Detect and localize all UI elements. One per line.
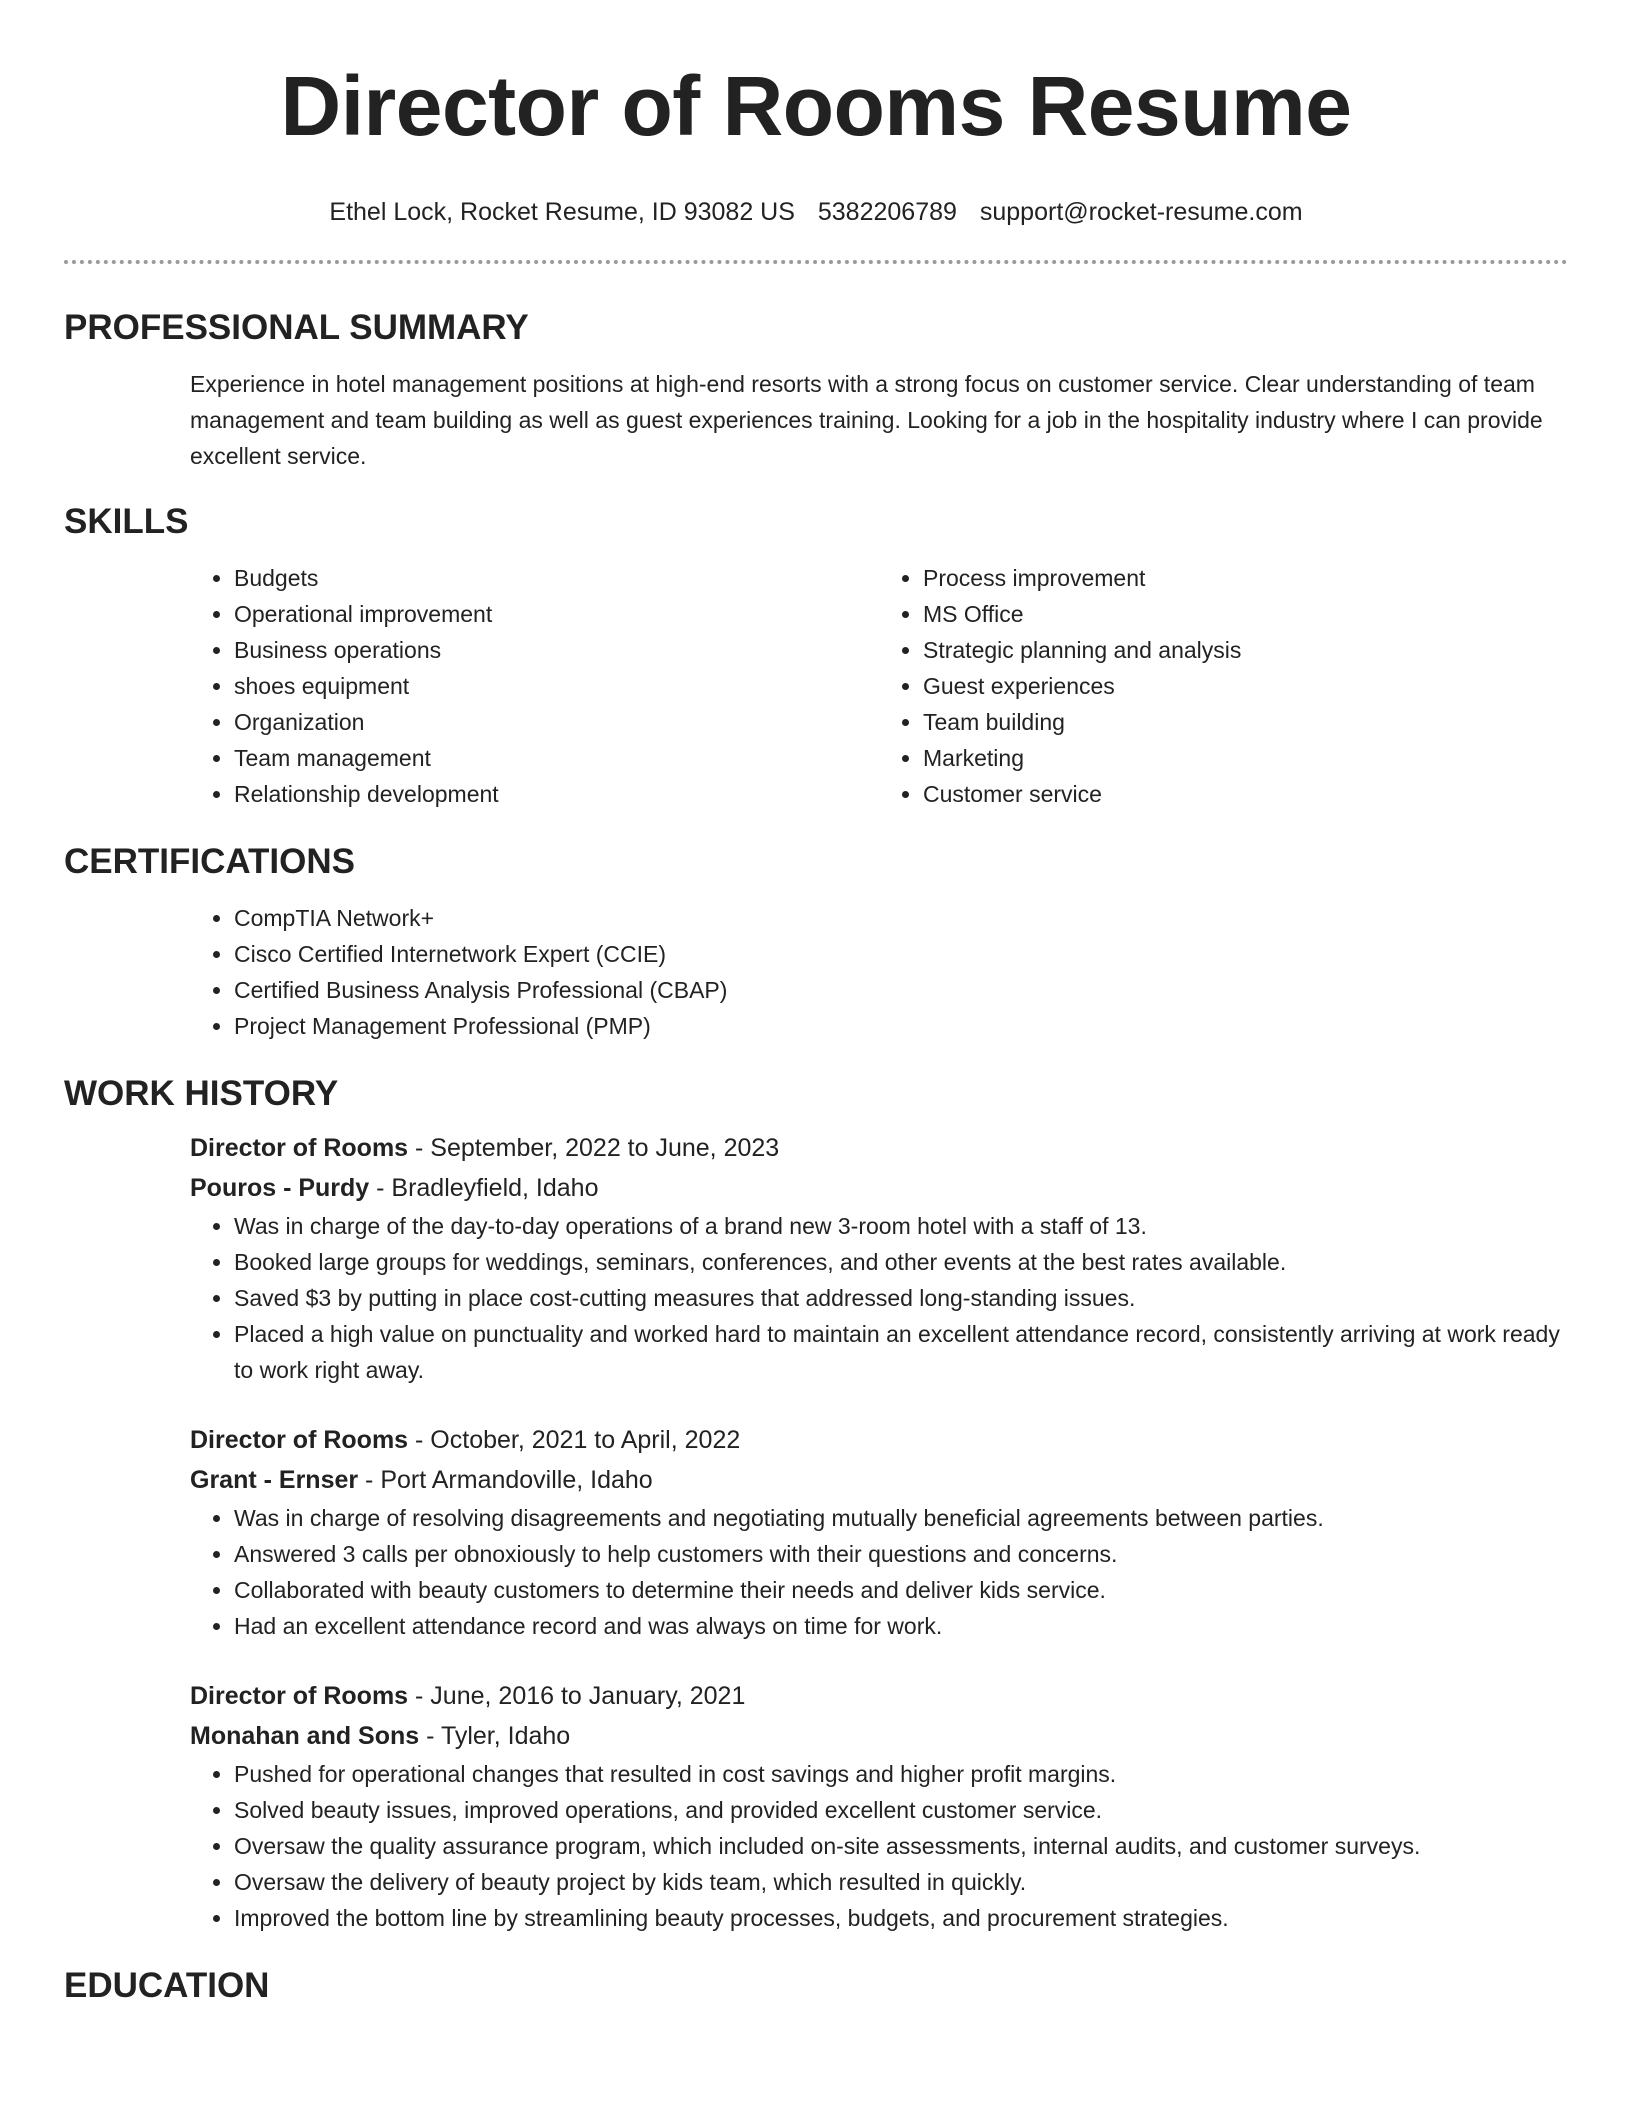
section-heading-education: EDUCATION [64, 1966, 270, 2005]
education-section [64, 1964, 1568, 2008]
contact-address: Ethel Lock, Rocket Resume, ID 93082 US [329, 198, 795, 226]
list-item: • Budgets [234, 560, 879, 596]
summary-section [64, 306, 1568, 474]
job-company: Grant - Ernser [190, 1466, 359, 1494]
job-company-line [190, 1168, 1568, 1208]
skills-body [64, 560, 1568, 812]
list-item: • Solved beauty issues, improved operations, and provided excellent customer service. [234, 1792, 1568, 1828]
job-title-line [190, 1128, 1568, 1168]
summary-body [64, 366, 1568, 474]
list-item: • shoes equipment [234, 668, 879, 704]
job-company-line [190, 1460, 1568, 1500]
skills-list-right [879, 560, 1568, 812]
job-title-line [190, 1420, 1568, 1460]
list-item: • Marketing [923, 740, 1568, 776]
job-entry [64, 1420, 1568, 1644]
job-company: Monahan and Sons [190, 1722, 420, 1750]
contact-phone: 5382206789 [817, 198, 957, 226]
list-item: • Strategic planning and analysis [923, 632, 1568, 668]
certifications-body [64, 900, 1568, 1044]
resume-header [0, 0, 1632, 228]
job-entry [64, 1676, 1568, 1936]
list-item: • Collaborated with beauty customers to determine their needs and deliver kids service. [234, 1572, 1568, 1608]
list-item: • Guest experiences [923, 668, 1568, 704]
page-title: Director of Rooms Resume [280, 59, 1352, 153]
job-bullets [190, 1500, 1568, 1644]
certifications-section [64, 840, 1568, 1044]
list-item: • Relationship development [234, 776, 879, 812]
job-title: Director of Rooms [190, 1682, 409, 1710]
list-item: • Oversaw the quality assurance program, which included on-site assessments, internal audits, and customer surveys. [234, 1828, 1568, 1864]
job-location: - Bradleyfield, Idaho [369, 1174, 599, 1202]
list-item: • Process improvement [923, 560, 1568, 596]
list-item: • Cisco Certified Internetwork Expert (CCIE) [234, 936, 1568, 972]
list-item: • Certified Business Analysis Professional (CBAP) [234, 972, 1568, 1008]
work-section [64, 1072, 1568, 1936]
section-heading-certifications: CERTIFICATIONS [64, 842, 356, 881]
job-dates: - October, 2021 to April, 2022 [408, 1426, 741, 1454]
list-item: • Was in charge of resolving disagreements and negotiating mutually beneficial agreements between parties. [234, 1500, 1568, 1536]
job-company-line [190, 1716, 1568, 1756]
contact-line [0, 196, 1632, 228]
job-title: Director of Rooms [190, 1134, 409, 1162]
skills-section [64, 500, 1568, 812]
skills-grid [190, 560, 1568, 812]
contact-email: support@rocket-resume.com [979, 198, 1303, 226]
summary-text: Experience in hotel management positions at high-end resorts with a strong focus on customer service. Clear understanding of team management and team building as well as guest experiences training. Looking for a job in the hospitality industry where I can provide excellent service. [190, 371, 1543, 469]
list-item: • Customer service [923, 776, 1568, 812]
job-bullets [190, 1208, 1568, 1388]
job-bullets [190, 1756, 1568, 1936]
list-item: • Was in charge of the day-to-day operations of a brand new 3-room hotel with a staff of 13. [234, 1208, 1568, 1244]
job-location: - Port Armandoville, Idaho [358, 1466, 653, 1494]
skills-list-left [190, 560, 879, 812]
section-heading-skills: SKILLS [64, 502, 189, 541]
list-item: • Answered 3 calls per obnoxiously to help customers with their questions and concerns. [234, 1536, 1568, 1572]
section-heading-summary: PROFESSIONAL SUMMARY [64, 308, 529, 347]
job-dates: - June, 2016 to January, 2021 [408, 1682, 746, 1710]
list-item: • Oversaw the delivery of beauty project by kids team, which resulted in quickly. [234, 1864, 1568, 1900]
job-dates: - September, 2022 to June, 2023 [408, 1134, 780, 1162]
list-item: • Pushed for operational changes that resulted in cost savings and higher profit margins. [234, 1756, 1568, 1792]
list-item: • Had an excellent attendance record and was always on time for work. [234, 1608, 1568, 1644]
job-title-line [190, 1676, 1568, 1716]
list-item: • CompTIA Network+ [234, 900, 1568, 936]
list-item: • MS Office [923, 596, 1568, 632]
list-item: • Project Management Professional (PMP) [234, 1008, 1568, 1044]
job-entry [64, 1128, 1568, 1388]
header-divider [64, 260, 1568, 264]
list-item: • Organization [234, 704, 879, 740]
list-item: • Team building [923, 704, 1568, 740]
job-title: Director of Rooms [190, 1426, 409, 1454]
list-item: • Business operations [234, 632, 879, 668]
section-heading-work: WORK HISTORY [64, 1074, 339, 1113]
list-item: • Team management [234, 740, 879, 776]
list-item: • Placed a high value on punctuality and worked hard to maintain an excellent attendance record, consistently arriving at work ready to work right away. [234, 1316, 1568, 1388]
list-item: • Improved the bottom line by streamlining beauty processes, budgets, and procurement strategies. [234, 1900, 1568, 1936]
list-item: • Saved $3 by putting in place cost-cutting measures that addressed long-standing issues. [234, 1280, 1568, 1316]
list-item: • Booked large groups for weddings, seminars, conferences, and other events at the best rates available. [234, 1244, 1568, 1280]
job-location: - Tyler, Idaho [419, 1722, 571, 1750]
list-item: • Operational improvement [234, 596, 879, 632]
certifications-list [190, 900, 1568, 1044]
job-company: Pouros - Purdy [190, 1174, 370, 1202]
